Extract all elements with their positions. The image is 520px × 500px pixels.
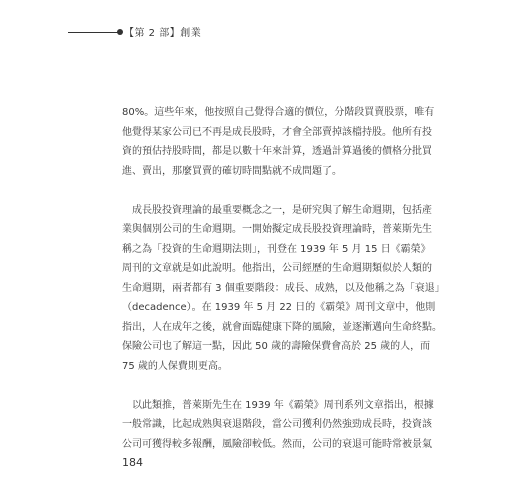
text-line: 保險公司也了解這一點，因此 50 歲的壽險保費會高於 25 歲的人，而 [122,341,431,352]
text-line: 進、賣出，那麼買賣的確切時間點就不成問題了。 [122,165,342,177]
paragraph-1 [122,103,435,181]
text-line: 他覺得某家公司已不再是成長股時，才會全部賣掉該檔持股。他所有投 [122,126,432,138]
header-rule [68,32,118,33]
text-line: 生命週期，兩者都有 3 個重要階段：成長、成熟，以及他稱之為「衰退」 [122,282,445,294]
paragraph-3 [122,396,434,455]
text-line: 稱之為「投資的生命週期法則」，刊登在 1939 年 5 月 15 日《霸榮》 [122,243,431,255]
text-line: 指出，人在成年之後，就會面臨健康下降的風險，並逐漸邁向生命終點。 [122,321,442,333]
text-line: 資的預估持股時間，都是以數十年來計算，透過計算過後的價格分批買 [122,146,432,157]
text-line: 80%。這些年來，他按照自己覺得合適的價位，分階段買賣股票，唯有 [122,107,435,118]
text-line: 一般常識，比起成熟與衰退階段，當公司獲利仍然強勁成長時，投資該 [122,419,432,430]
text-line: 以此類推，普萊斯先生在 1939 年《霸榮》周刊系列文章指出，根據 [132,399,434,411]
text-line: 75 歲的人保費則更高。 [122,360,228,372]
paragraph-gap [122,376,408,396]
running-header: 【第 2 部】創業 [124,28,202,39]
page-number: 184 [122,456,143,469]
text-line: 公司可獲得較多報酬，風險卻較低。然而，公司的衰退可能時常被景氣 [122,438,432,450]
text-line: 周刊的文章就是如此說明。他指出，公司經歷的生命週期類似於人類的 [122,263,432,274]
paragraph-gap [122,181,408,201]
body-text [122,103,445,454]
text-line: 成長股投資理論的最重要概念之一，是研究與了解生命週期，包括產 [132,204,432,216]
header-dot [117,29,123,35]
text-line: （decadence）。在 1939 年 5 月 22 日的《霸榮》周刊文章中，他則 [122,302,436,313]
text-line: 業與個別公司的生命週期。一開始擬定成長股投資理論時，普萊斯先生 [122,224,432,235]
paragraph-2 [122,201,445,377]
